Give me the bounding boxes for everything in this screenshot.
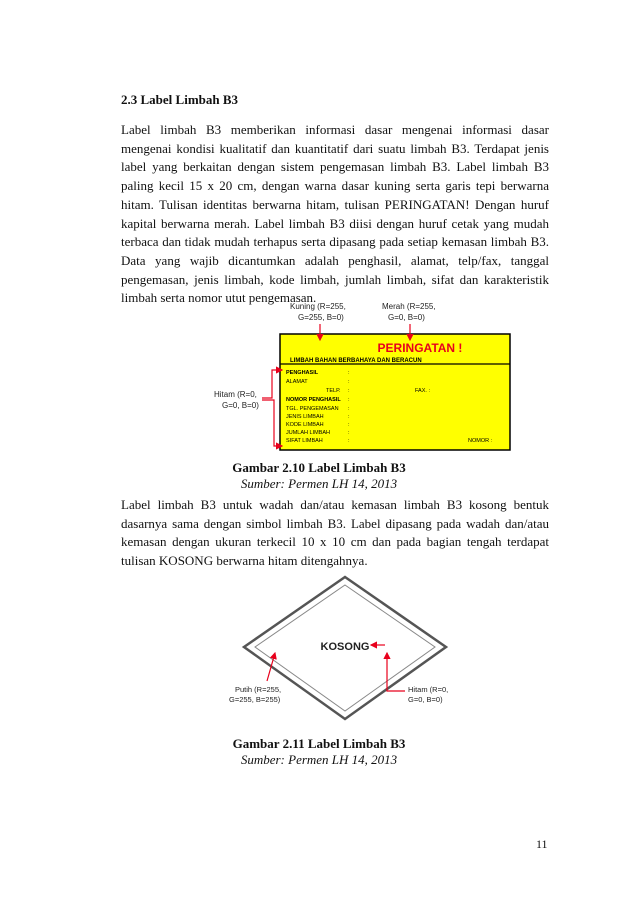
field-sifat-limbah: SIFAT LIMBAH	[286, 438, 323, 444]
section-heading: 2.3 Label Limbah B3	[121, 92, 239, 107]
svg-text::: :	[348, 430, 350, 436]
svg-text::: :	[348, 422, 350, 428]
field-penghasil: PENGHASIL	[286, 370, 319, 376]
field-telp: TELP.	[326, 388, 341, 394]
svg-text::: :	[348, 388, 350, 394]
annot-black-2: G=0, B=0)	[222, 401, 259, 410]
annot-black-1: Hitam (R=0,	[214, 390, 257, 399]
annot-white-1: Putih (R=255,	[235, 685, 282, 694]
label-subtitle: LIMBAH BAHAN BERBAHAYA DAN BERACUN	[290, 358, 422, 364]
annot-red-1: Merah (R=255,	[382, 302, 436, 311]
figure-label-b3	[210, 298, 540, 456]
annot-yellow-2: G=255, B=0)	[298, 313, 344, 322]
svg-text::: :	[348, 379, 350, 385]
figure1-source: Sumber: Permen LH 14, 2013	[240, 476, 398, 491]
field-nomor-penghasil: NOMOR PENGHASIL	[286, 397, 341, 403]
peringatan-title: PERINGATAN !	[377, 341, 463, 355]
paragraph-2: Label limbah B3 untuk wadah dan/atau kemasan limbah B3 kosong bentuk dasarnya sama dengan simbol limbah B3. Label dipasang pada wadah dan/atau kemasan dengan ukuran terkecil 10 x 10 cm dan pada bagian tengah terdapat tulisan KOSONG berwarna hitam ditengahnya.	[121, 497, 549, 569]
annot-black-kosong-1: Hitam (R=0,	[408, 685, 449, 694]
figure-label-kosong	[215, 573, 475, 723]
figure1-caption: Gambar 2.10 Label Limbah B3	[232, 460, 406, 475]
field-kode-limbah: KODE LIMBAH	[286, 422, 324, 428]
field-jenis-limbah: JENIS LIMBAH	[286, 414, 324, 420]
svg-text::: :	[348, 406, 350, 412]
svg-text::: :	[348, 438, 350, 444]
svg-text::: :	[348, 397, 350, 403]
annot-yellow-1: Kuning (R=255,	[290, 302, 346, 311]
figure2-caption: Gambar 2.11 Label Limbah B3	[232, 736, 406, 751]
field-alamat: ALAMAT	[286, 379, 308, 385]
svg-text::: :	[348, 414, 350, 420]
arrow-black-1	[262, 370, 282, 398]
figure2-source: Sumber: Permen LH 14, 2013	[240, 752, 398, 767]
field-fax: FAX. :	[415, 388, 430, 394]
paragraph-1: Label limbah B3 memberikan informasi dasar mengenai informasi dasar mengenai kondisi kualitatif dan kuantitatif dari suatu limbah B3. Terdapat jenis label yang berkaitan dengan sistem pengemasan limbah B3. Label limbah B3 paling kecil 15 x 20 cm, dengan warna dasar kuning serta garis tepi berwarna hitam. Tulisan identitas berwarna hitam, tulisan PERINGATAN! Dengan huruf kapital berwarna merah. Label limbah B3 diisi dengan huruf cetak yang mudah terbaca dan tidak mudah terhapus serta dipasang pada setiap kemasan limbah B3. Data yang wajib dicantumkan adalah penghasil, alamat, telp/fax, tanggal pengemasan, jenis limbah, kode limbah, jumlah limbah, sifat dan karakteristik limbah serta nomor utut pengemasan.	[121, 122, 549, 306]
annot-black-kosong-2: G=0, B=0)	[408, 695, 443, 704]
page-number: 11	[536, 837, 548, 851]
kosong-label: KOSONG	[320, 641, 370, 653]
arrow-black-2	[262, 400, 282, 446]
field-tgl-pengemasan: TGL. PENGEMASAN	[286, 406, 339, 412]
annot-red-2: G=0, B=0)	[388, 313, 425, 322]
field-nomor: NOMOR :	[468, 438, 493, 444]
field-jumlah-limbah: JUMLAH LIMBAH	[286, 430, 331, 436]
annot-white-2: G=255, B=255)	[229, 695, 281, 704]
svg-text::: :	[348, 370, 350, 376]
